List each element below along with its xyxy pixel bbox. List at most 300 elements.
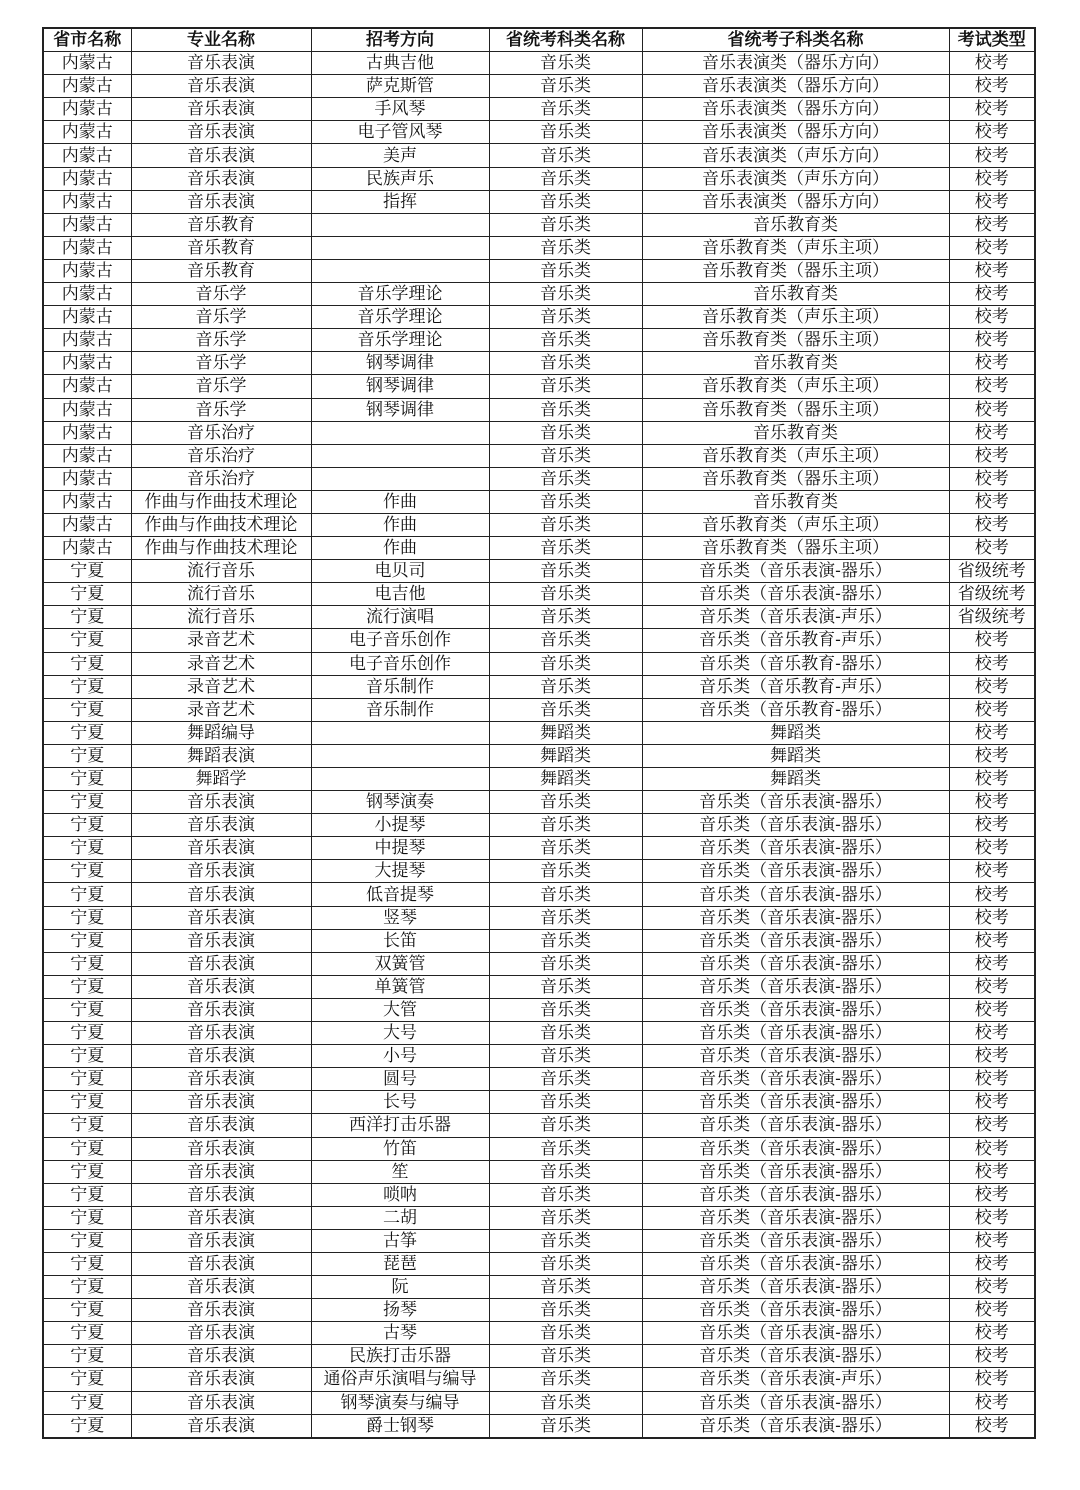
cell-province: 宁夏 bbox=[43, 1160, 131, 1183]
col-header-category: 省统考科类名称 bbox=[489, 28, 642, 52]
cell-major: 音乐表演 bbox=[131, 791, 311, 814]
cell-province: 宁夏 bbox=[43, 1322, 131, 1345]
cell-direction: 钢琴演奏与编导 bbox=[311, 1391, 489, 1414]
cell-major: 音乐表演 bbox=[131, 860, 311, 883]
cell-province: 宁夏 bbox=[43, 860, 131, 883]
cell-exam-type: 校考 bbox=[949, 1322, 1035, 1345]
cell-category: 音乐类 bbox=[489, 190, 642, 213]
cell-exam-type: 校考 bbox=[949, 975, 1035, 998]
cell-province: 内蒙古 bbox=[43, 75, 131, 98]
cell-category: 音乐类 bbox=[489, 329, 642, 352]
cell-category: 音乐类 bbox=[489, 791, 642, 814]
cell-category: 音乐类 bbox=[489, 1252, 642, 1275]
cell-major: 音乐表演 bbox=[131, 1276, 311, 1299]
cell-subcategory: 音乐教育类（声乐主项） bbox=[642, 444, 949, 467]
cell-subcategory: 音乐类（音乐教育-器乐） bbox=[642, 652, 949, 675]
cell-category: 音乐类 bbox=[489, 421, 642, 444]
cell-major: 音乐表演 bbox=[131, 883, 311, 906]
cell-category: 音乐类 bbox=[489, 1160, 642, 1183]
cell-province: 内蒙古 bbox=[43, 259, 131, 282]
cell-direction: 小提琴 bbox=[311, 814, 489, 837]
cell-exam-type: 校考 bbox=[949, 75, 1035, 98]
table-row bbox=[43, 213, 1035, 236]
cell-major: 音乐表演 bbox=[131, 98, 311, 121]
cell-direction: 大号 bbox=[311, 1022, 489, 1045]
cell-category: 音乐类 bbox=[489, 998, 642, 1021]
cell-category: 音乐类 bbox=[489, 1114, 642, 1137]
cell-direction bbox=[311, 259, 489, 282]
cell-exam-type: 校考 bbox=[949, 768, 1035, 791]
cell-exam-type: 校考 bbox=[949, 144, 1035, 167]
cell-subcategory: 音乐教育类（器乐主项） bbox=[642, 398, 949, 421]
cell-province: 内蒙古 bbox=[43, 167, 131, 190]
cell-direction: 电吉他 bbox=[311, 583, 489, 606]
cell-exam-type: 校考 bbox=[949, 121, 1035, 144]
table-row bbox=[43, 537, 1035, 560]
cell-direction: 通俗声乐演唱与编导 bbox=[311, 1368, 489, 1391]
cell-exam-type: 校考 bbox=[949, 1391, 1035, 1414]
cell-subcategory: 音乐类（音乐表演-器乐） bbox=[642, 1299, 949, 1322]
cell-exam-type: 校考 bbox=[949, 1091, 1035, 1114]
cell-province: 宁夏 bbox=[43, 883, 131, 906]
cell-major: 音乐表演 bbox=[131, 1206, 311, 1229]
cell-subcategory: 音乐类（音乐表演-器乐） bbox=[642, 1322, 949, 1345]
cell-exam-type: 校考 bbox=[949, 52, 1035, 75]
cell-province: 内蒙古 bbox=[43, 444, 131, 467]
cell-direction: 流行演唱 bbox=[311, 606, 489, 629]
cell-province: 宁夏 bbox=[43, 583, 131, 606]
cell-exam-type: 校考 bbox=[949, 721, 1035, 744]
table-row bbox=[43, 167, 1035, 190]
cell-direction: 音乐制作 bbox=[311, 698, 489, 721]
cell-exam-type: 校考 bbox=[949, 1045, 1035, 1068]
cell-province: 宁夏 bbox=[43, 1391, 131, 1414]
cell-category: 音乐类 bbox=[489, 352, 642, 375]
cell-subcategory: 音乐类（音乐表演-器乐） bbox=[642, 1391, 949, 1414]
cell-province: 内蒙古 bbox=[43, 513, 131, 536]
cell-direction: 圆号 bbox=[311, 1068, 489, 1091]
cell-category: 音乐类 bbox=[489, 1368, 642, 1391]
cell-exam-type: 校考 bbox=[949, 1137, 1035, 1160]
cell-subcategory: 音乐教育类（器乐主项） bbox=[642, 329, 949, 352]
table-row bbox=[43, 375, 1035, 398]
cell-major: 音乐表演 bbox=[131, 167, 311, 190]
cell-category: 音乐类 bbox=[489, 606, 642, 629]
cell-major: 音乐表演 bbox=[131, 1299, 311, 1322]
table-row bbox=[43, 1229, 1035, 1252]
cell-direction: 钢琴调律 bbox=[311, 352, 489, 375]
cell-subcategory: 音乐表演类（器乐方向） bbox=[642, 98, 949, 121]
cell-province: 宁夏 bbox=[43, 1022, 131, 1045]
cell-major: 录音艺术 bbox=[131, 698, 311, 721]
cell-subcategory: 音乐类（音乐表演-器乐） bbox=[642, 1183, 949, 1206]
cell-category: 音乐类 bbox=[489, 814, 642, 837]
cell-exam-type: 校考 bbox=[949, 537, 1035, 560]
table-row bbox=[43, 768, 1035, 791]
cell-exam-type: 校考 bbox=[949, 906, 1035, 929]
cell-subcategory: 音乐类（音乐表演-器乐） bbox=[642, 1414, 949, 1438]
cell-direction: 美声 bbox=[311, 144, 489, 167]
cell-direction: 爵士钢琴 bbox=[311, 1414, 489, 1438]
cell-category: 音乐类 bbox=[489, 1183, 642, 1206]
cell-major: 作曲与作曲技术理论 bbox=[131, 513, 311, 536]
table-row bbox=[43, 583, 1035, 606]
cell-province: 内蒙古 bbox=[43, 144, 131, 167]
cell-major: 音乐表演 bbox=[131, 1322, 311, 1345]
cell-category: 音乐类 bbox=[489, 629, 642, 652]
cell-exam-type: 校考 bbox=[949, 652, 1035, 675]
cell-category: 音乐类 bbox=[489, 144, 642, 167]
header-row bbox=[43, 28, 1035, 52]
cell-province: 内蒙古 bbox=[43, 52, 131, 75]
table-header bbox=[43, 28, 1035, 52]
cell-exam-type: 校考 bbox=[949, 98, 1035, 121]
cell-category: 音乐类 bbox=[489, 306, 642, 329]
cell-exam-type: 校考 bbox=[949, 1160, 1035, 1183]
table-row bbox=[43, 837, 1035, 860]
cell-category: 音乐类 bbox=[489, 444, 642, 467]
cell-exam-type: 校考 bbox=[949, 814, 1035, 837]
table-row bbox=[43, 1068, 1035, 1091]
cell-major: 音乐表演 bbox=[131, 1368, 311, 1391]
cell-major: 音乐表演 bbox=[131, 1414, 311, 1438]
cell-major: 音乐表演 bbox=[131, 1045, 311, 1068]
cell-exam-type: 校考 bbox=[949, 1414, 1035, 1438]
cell-major: 音乐学 bbox=[131, 398, 311, 421]
table-row bbox=[43, 1345, 1035, 1368]
cell-exam-type: 校考 bbox=[949, 444, 1035, 467]
cell-province: 宁夏 bbox=[43, 1183, 131, 1206]
cell-category: 音乐类 bbox=[489, 1414, 642, 1438]
cell-province: 内蒙古 bbox=[43, 213, 131, 236]
cell-direction: 音乐学理论 bbox=[311, 283, 489, 306]
cell-category: 舞蹈类 bbox=[489, 744, 642, 767]
table-row bbox=[43, 190, 1035, 213]
cell-province: 宁夏 bbox=[43, 1091, 131, 1114]
cell-province: 宁夏 bbox=[43, 1206, 131, 1229]
table-row bbox=[43, 1183, 1035, 1206]
cell-subcategory: 音乐类（音乐表演-器乐） bbox=[642, 560, 949, 583]
col-header-exam-type: 考试类型 bbox=[949, 28, 1035, 52]
cell-exam-type: 校考 bbox=[949, 1276, 1035, 1299]
cell-direction: 单簧管 bbox=[311, 975, 489, 998]
cell-subcategory: 音乐类（音乐表演-器乐） bbox=[642, 975, 949, 998]
cell-direction: 作曲 bbox=[311, 490, 489, 513]
cell-province: 宁夏 bbox=[43, 629, 131, 652]
table-row bbox=[43, 675, 1035, 698]
table-row bbox=[43, 398, 1035, 421]
cell-major: 音乐表演 bbox=[131, 1391, 311, 1414]
cell-subcategory: 舞蹈类 bbox=[642, 721, 949, 744]
table-row bbox=[43, 1368, 1035, 1391]
table-row bbox=[43, 490, 1035, 513]
cell-major: 音乐表演 bbox=[131, 906, 311, 929]
table-row bbox=[43, 1276, 1035, 1299]
cell-direction: 扬琴 bbox=[311, 1299, 489, 1322]
cell-major: 音乐表演 bbox=[131, 837, 311, 860]
cell-direction bbox=[311, 421, 489, 444]
cell-subcategory: 音乐类（音乐表演-器乐） bbox=[642, 952, 949, 975]
cell-subcategory: 音乐教育类（声乐主项） bbox=[642, 513, 949, 536]
cell-direction: 手风琴 bbox=[311, 98, 489, 121]
cell-exam-type: 校考 bbox=[949, 837, 1035, 860]
cell-major: 流行音乐 bbox=[131, 583, 311, 606]
cell-category: 舞蹈类 bbox=[489, 721, 642, 744]
col-header-province: 省市名称 bbox=[43, 28, 131, 52]
cell-major: 录音艺术 bbox=[131, 675, 311, 698]
cell-exam-type: 省级统考 bbox=[949, 560, 1035, 583]
cell-exam-type: 校考 bbox=[949, 306, 1035, 329]
cell-major: 音乐表演 bbox=[131, 1229, 311, 1252]
table-row bbox=[43, 629, 1035, 652]
table-row bbox=[43, 1114, 1035, 1137]
cell-category: 音乐类 bbox=[489, 560, 642, 583]
cell-province: 宁夏 bbox=[43, 1299, 131, 1322]
table-row bbox=[43, 75, 1035, 98]
cell-exam-type: 校考 bbox=[949, 467, 1035, 490]
cell-province: 内蒙古 bbox=[43, 190, 131, 213]
cell-major: 流行音乐 bbox=[131, 560, 311, 583]
cell-major: 音乐表演 bbox=[131, 1022, 311, 1045]
col-header-major: 专业名称 bbox=[131, 28, 311, 52]
cell-province: 内蒙古 bbox=[43, 121, 131, 144]
cell-category: 音乐类 bbox=[489, 490, 642, 513]
cell-major: 音乐治疗 bbox=[131, 421, 311, 444]
cell-major: 流行音乐 bbox=[131, 606, 311, 629]
cell-exam-type: 校考 bbox=[949, 398, 1035, 421]
cell-exam-type: 校考 bbox=[949, 1252, 1035, 1275]
cell-exam-type: 校考 bbox=[949, 791, 1035, 814]
cell-category: 音乐类 bbox=[489, 537, 642, 560]
cell-province: 内蒙古 bbox=[43, 98, 131, 121]
cell-exam-type: 校考 bbox=[949, 1368, 1035, 1391]
cell-province: 宁夏 bbox=[43, 998, 131, 1021]
cell-major: 舞蹈表演 bbox=[131, 744, 311, 767]
cell-major: 音乐学 bbox=[131, 306, 311, 329]
cell-direction: 阮 bbox=[311, 1276, 489, 1299]
cell-subcategory: 舞蹈类 bbox=[642, 768, 949, 791]
cell-subcategory: 音乐类（音乐表演-器乐） bbox=[642, 883, 949, 906]
cell-category: 音乐类 bbox=[489, 906, 642, 929]
table-row bbox=[43, 883, 1035, 906]
cell-major: 录音艺术 bbox=[131, 629, 311, 652]
cell-major: 音乐表演 bbox=[131, 952, 311, 975]
table-row bbox=[43, 467, 1035, 490]
cell-province: 内蒙古 bbox=[43, 306, 131, 329]
cell-major: 舞蹈学 bbox=[131, 768, 311, 791]
cell-major: 音乐表演 bbox=[131, 1160, 311, 1183]
table-row bbox=[43, 144, 1035, 167]
cell-direction: 低音提琴 bbox=[311, 883, 489, 906]
cell-subcategory: 音乐类（音乐表演-器乐） bbox=[642, 1206, 949, 1229]
cell-province: 宁夏 bbox=[43, 952, 131, 975]
cell-subcategory: 音乐类（音乐表演-器乐） bbox=[642, 791, 949, 814]
cell-province: 宁夏 bbox=[43, 906, 131, 929]
cell-subcategory: 音乐教育类（器乐主项） bbox=[642, 467, 949, 490]
cell-subcategory: 音乐类（音乐表演-声乐） bbox=[642, 1368, 949, 1391]
cell-direction bbox=[311, 213, 489, 236]
cell-major: 音乐教育 bbox=[131, 259, 311, 282]
cell-subcategory: 音乐类（音乐表演-器乐） bbox=[642, 1160, 949, 1183]
cell-subcategory: 音乐类（音乐表演-器乐） bbox=[642, 1045, 949, 1068]
cell-subcategory: 音乐类（音乐表演-器乐） bbox=[642, 583, 949, 606]
cell-direction: 电子管风琴 bbox=[311, 121, 489, 144]
table-row bbox=[43, 975, 1035, 998]
cell-exam-type: 校考 bbox=[949, 236, 1035, 259]
table-row bbox=[43, 929, 1035, 952]
cell-province: 宁夏 bbox=[43, 652, 131, 675]
cell-category: 音乐类 bbox=[489, 1206, 642, 1229]
cell-category: 音乐类 bbox=[489, 698, 642, 721]
cell-major: 音乐表演 bbox=[131, 75, 311, 98]
cell-province: 宁夏 bbox=[43, 837, 131, 860]
cell-direction: 音乐学理论 bbox=[311, 329, 489, 352]
cell-subcategory: 音乐教育类（器乐主项） bbox=[642, 259, 949, 282]
cell-province: 宁夏 bbox=[43, 698, 131, 721]
cell-category: 音乐类 bbox=[489, 375, 642, 398]
cell-exam-type: 校考 bbox=[949, 259, 1035, 282]
cell-exam-type: 校考 bbox=[949, 1022, 1035, 1045]
cell-province: 宁夏 bbox=[43, 744, 131, 767]
cell-major: 音乐表演 bbox=[131, 1137, 311, 1160]
cell-direction: 作曲 bbox=[311, 537, 489, 560]
table-row bbox=[43, 513, 1035, 536]
table-row bbox=[43, 1206, 1035, 1229]
cell-category: 音乐类 bbox=[489, 975, 642, 998]
cell-category: 音乐类 bbox=[489, 1276, 642, 1299]
cell-major: 音乐治疗 bbox=[131, 444, 311, 467]
cell-major: 音乐表演 bbox=[131, 1183, 311, 1206]
table-row bbox=[43, 652, 1035, 675]
cell-subcategory: 音乐类（音乐表演-器乐） bbox=[642, 1345, 949, 1368]
cell-category: 音乐类 bbox=[489, 1229, 642, 1252]
cell-subcategory: 舞蹈类 bbox=[642, 744, 949, 767]
cell-category: 音乐类 bbox=[489, 121, 642, 144]
cell-category: 音乐类 bbox=[489, 513, 642, 536]
cell-exam-type: 校考 bbox=[949, 421, 1035, 444]
cell-province: 宁夏 bbox=[43, 791, 131, 814]
cell-province: 宁夏 bbox=[43, 721, 131, 744]
cell-province: 宁夏 bbox=[43, 1137, 131, 1160]
table-row bbox=[43, 721, 1035, 744]
cell-direction: 指挥 bbox=[311, 190, 489, 213]
cell-direction: 长笛 bbox=[311, 929, 489, 952]
cell-subcategory: 音乐教育类（声乐主项） bbox=[642, 306, 949, 329]
cell-exam-type: 校考 bbox=[949, 998, 1035, 1021]
cell-major: 音乐学 bbox=[131, 329, 311, 352]
cell-major: 音乐表演 bbox=[131, 975, 311, 998]
cell-subcategory: 音乐类（音乐教育-器乐） bbox=[642, 698, 949, 721]
cell-province: 内蒙古 bbox=[43, 283, 131, 306]
cell-exam-type: 校考 bbox=[949, 1183, 1035, 1206]
cell-exam-type: 校考 bbox=[949, 352, 1035, 375]
cell-direction bbox=[311, 467, 489, 490]
cell-category: 音乐类 bbox=[489, 236, 642, 259]
cell-province: 宁夏 bbox=[43, 1114, 131, 1137]
cell-exam-type: 校考 bbox=[949, 375, 1035, 398]
cell-exam-type: 校考 bbox=[949, 1345, 1035, 1368]
cell-category: 音乐类 bbox=[489, 1068, 642, 1091]
cell-province: 宁夏 bbox=[43, 1345, 131, 1368]
cell-subcategory: 音乐教育类（声乐主项） bbox=[642, 375, 949, 398]
table-row bbox=[43, 814, 1035, 837]
cell-exam-type: 校考 bbox=[949, 675, 1035, 698]
cell-subcategory: 音乐表演类（器乐方向） bbox=[642, 75, 949, 98]
cell-province: 宁夏 bbox=[43, 606, 131, 629]
cell-category: 音乐类 bbox=[489, 1091, 642, 1114]
cell-direction: 民族打击乐器 bbox=[311, 1345, 489, 1368]
cell-province: 内蒙古 bbox=[43, 375, 131, 398]
table-row bbox=[43, 98, 1035, 121]
cell-exam-type: 校考 bbox=[949, 1114, 1035, 1137]
cell-major: 音乐治疗 bbox=[131, 467, 311, 490]
table-row bbox=[43, 1137, 1035, 1160]
cell-major: 音乐表演 bbox=[131, 1091, 311, 1114]
cell-subcategory: 音乐教育类 bbox=[642, 421, 949, 444]
cell-category: 音乐类 bbox=[489, 1322, 642, 1345]
cell-subcategory: 音乐类（音乐表演-器乐） bbox=[642, 906, 949, 929]
cell-exam-type: 校考 bbox=[949, 283, 1035, 306]
cell-major: 音乐学 bbox=[131, 375, 311, 398]
cell-exam-type: 校考 bbox=[949, 698, 1035, 721]
cell-category: 音乐类 bbox=[489, 398, 642, 421]
cell-category: 音乐类 bbox=[489, 75, 642, 98]
table-row bbox=[43, 698, 1035, 721]
cell-category: 音乐类 bbox=[489, 583, 642, 606]
cell-province: 宁夏 bbox=[43, 1045, 131, 1068]
cell-direction: 中提琴 bbox=[311, 837, 489, 860]
cell-province: 宁夏 bbox=[43, 675, 131, 698]
cell-direction bbox=[311, 444, 489, 467]
table-body bbox=[43, 52, 1035, 1438]
cell-major: 音乐表演 bbox=[131, 929, 311, 952]
cell-major: 音乐表演 bbox=[131, 1114, 311, 1137]
cell-direction bbox=[311, 744, 489, 767]
cell-direction: 长号 bbox=[311, 1091, 489, 1114]
cell-subcategory: 音乐类（音乐表演-器乐） bbox=[642, 1091, 949, 1114]
table-row bbox=[43, 329, 1035, 352]
cell-direction: 小号 bbox=[311, 1045, 489, 1068]
cell-exam-type: 校考 bbox=[949, 629, 1035, 652]
cell-province: 宁夏 bbox=[43, 1252, 131, 1275]
cell-direction: 琵琶 bbox=[311, 1252, 489, 1275]
table-row bbox=[43, 352, 1035, 375]
cell-exam-type: 校考 bbox=[949, 929, 1035, 952]
table-row bbox=[43, 444, 1035, 467]
table-row bbox=[43, 560, 1035, 583]
cell-subcategory: 音乐表演类（器乐方向） bbox=[642, 121, 949, 144]
cell-major: 音乐表演 bbox=[131, 998, 311, 1021]
cell-direction bbox=[311, 236, 489, 259]
cell-direction: 萨克斯管 bbox=[311, 75, 489, 98]
table-row bbox=[43, 952, 1035, 975]
cell-direction: 笙 bbox=[311, 1160, 489, 1183]
table-row bbox=[43, 1045, 1035, 1068]
cell-direction: 古琴 bbox=[311, 1322, 489, 1345]
cell-exam-type: 校考 bbox=[949, 860, 1035, 883]
table-row bbox=[43, 1252, 1035, 1275]
cell-exam-type: 校考 bbox=[949, 883, 1035, 906]
cell-province: 内蒙古 bbox=[43, 421, 131, 444]
table-row bbox=[43, 1322, 1035, 1345]
table-row bbox=[43, 998, 1035, 1021]
cell-province: 内蒙古 bbox=[43, 537, 131, 560]
cell-category: 音乐类 bbox=[489, 283, 642, 306]
cell-exam-type: 校考 bbox=[949, 490, 1035, 513]
cell-direction: 大管 bbox=[311, 998, 489, 1021]
table-row bbox=[43, 1091, 1035, 1114]
cell-province: 内蒙古 bbox=[43, 236, 131, 259]
